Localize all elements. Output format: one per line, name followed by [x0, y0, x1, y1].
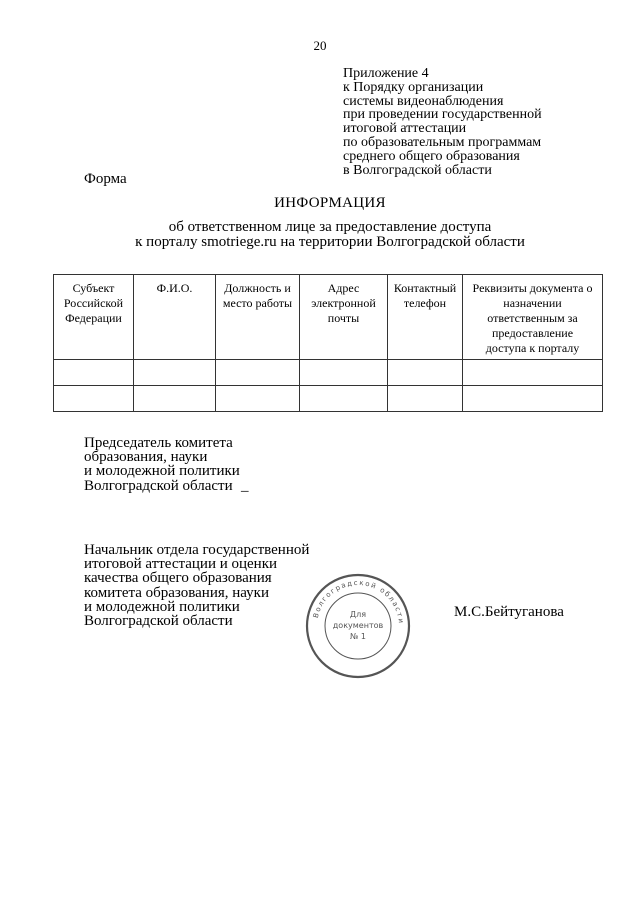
stamp-center-line: Для — [349, 610, 367, 619]
signer-name: М.С.Бейтуганова — [454, 604, 564, 620]
chairman-signature-block — [84, 436, 240, 493]
table-cell — [300, 386, 388, 412]
official-stamp — [303, 571, 413, 681]
subtitle-line: к порталу smotriege.ru на территории Волгоградской области — [135, 234, 525, 250]
table-cell — [54, 386, 134, 412]
appendix-line: среднего общего образования — [343, 148, 520, 164]
column-header-document-details: Реквизиты документа о назначении ответственным за предоставление доступа к порталу — [463, 275, 603, 360]
appendix-line: при проведении государственной — [343, 107, 542, 123]
column-header-email: Адрес электронной почты — [300, 275, 388, 360]
signature-title-line: Начальник отдела государственной — [84, 542, 310, 558]
appendix-reference — [343, 67, 542, 177]
table-cell — [216, 386, 300, 412]
document-subtitle — [0, 220, 640, 250]
column-header-subject: Субъект Российской Федерации — [54, 275, 134, 360]
appendix-line: к Порядку организации — [343, 79, 484, 95]
stamp-center-line: документов — [332, 621, 384, 630]
table-cell — [134, 360, 216, 386]
table-cell — [300, 360, 388, 386]
signature-title-line: комитета образования, науки — [84, 584, 269, 601]
form-label: Форма — [84, 171, 127, 187]
table-row — [54, 386, 603, 412]
signature-title-line: Волгоградской области — [84, 477, 233, 494]
appendix-line: итоговой аттестации — [343, 121, 467, 137]
column-header-phone: Контактный телефон — [388, 275, 463, 360]
signature-title-line: итоговой аттестации и оценки — [84, 556, 278, 573]
table-cell — [54, 360, 134, 386]
stamp-center-line: № 1 — [350, 632, 366, 641]
subtitle-line: об ответственном лице за предоставление доступа — [168, 219, 492, 235]
table-cell — [463, 360, 603, 386]
table-cell — [463, 386, 603, 412]
column-header-full-name: Ф.И.О. — [134, 275, 216, 360]
table-header-row — [54, 275, 603, 360]
signature-title-line: и молодежной политики — [84, 463, 240, 480]
stamp-ring-text: Волгоградской области — [311, 578, 406, 625]
signature-title-line: образования, науки — [84, 449, 208, 466]
page-number: 20 — [313, 38, 327, 53]
signature-title-line: Волгоградской области — [84, 613, 233, 630]
responsible-person-table — [53, 274, 603, 412]
appendix-line: по образовательным программам — [343, 134, 542, 150]
signature-title-line: качества общего образования — [84, 570, 272, 587]
appendix-line: в Волгоградской области — [343, 162, 492, 178]
column-header-position: Должность и место работы — [216, 275, 300, 360]
appendix-line: Приложение 4 — [343, 66, 429, 81]
table-cell — [134, 386, 216, 412]
table-row — [54, 360, 603, 386]
appendix-line: системы видеонаблюдения — [343, 93, 504, 109]
department-head-signature-block — [84, 543, 309, 628]
signature-title-line: Председатель комитета — [84, 435, 233, 451]
signature-blank: _ — [241, 478, 249, 494]
document-title: ИНФОРМАЦИЯ — [274, 195, 386, 211]
table-cell — [388, 360, 463, 386]
signature-title-line: и молодежной политики — [84, 598, 240, 615]
table-cell — [388, 386, 463, 412]
table-cell — [216, 360, 300, 386]
